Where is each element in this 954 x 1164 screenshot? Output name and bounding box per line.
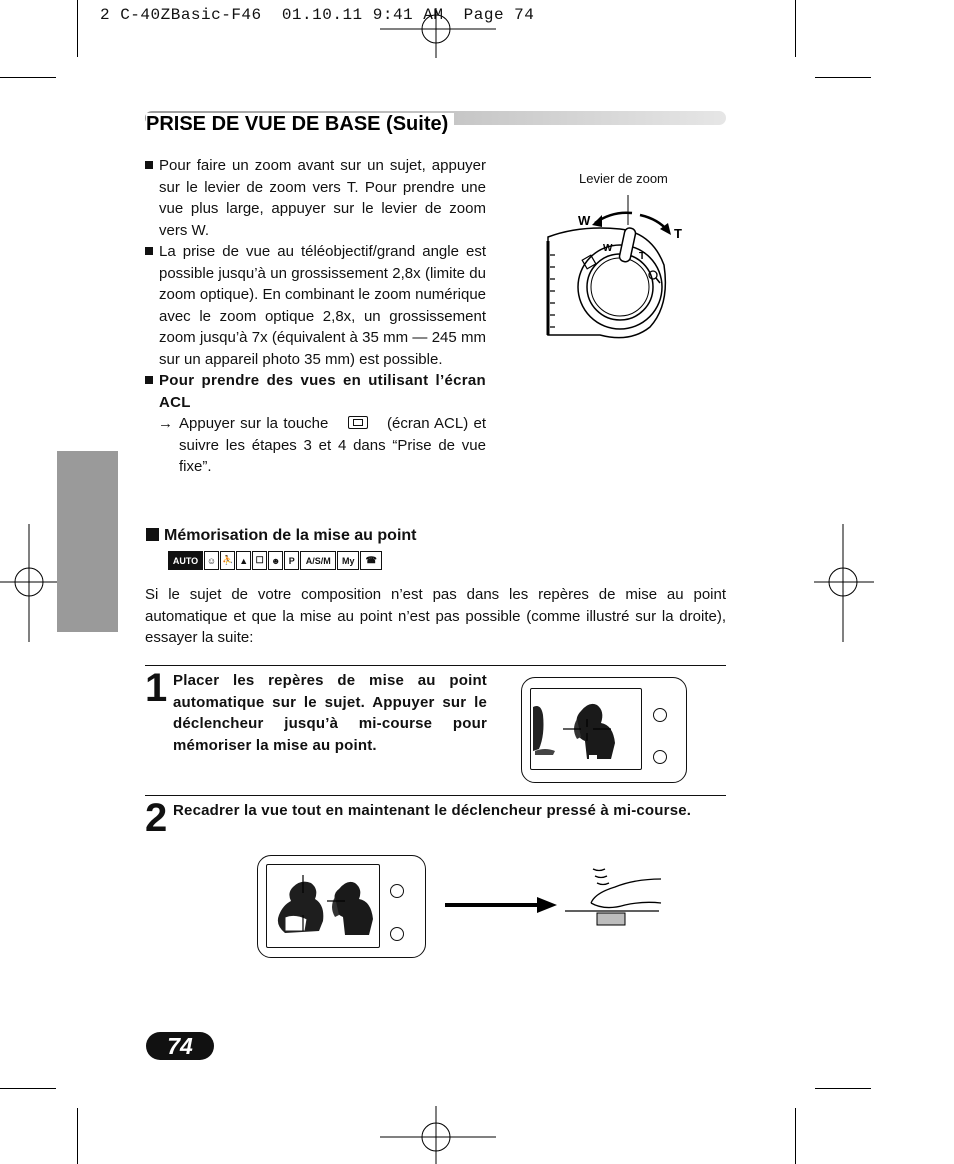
lcd-button	[390, 884, 404, 898]
mode-icons	[168, 551, 382, 570]
crop-mark	[795, 1108, 796, 1164]
mode-movie-icon: ☎	[360, 551, 382, 570]
bullet-square-icon	[145, 376, 153, 384]
bullet-square-icon	[145, 247, 153, 255]
bullet-text: La prise de vue au téléobjectif/grand angle est possible jusqu’à un grossissement 2,8x (limite du zoom optique). En combinant le zoom numérique avec le zoom optique 2,8x, un grossissement zoom jusqu’à 7x (équivalent à 35 mm — 245 mm sur un appareil photo 35 mm) est possible.	[159, 243, 486, 368]
mode-asm-icon: A/S/M	[300, 551, 336, 570]
w-label: W	[578, 213, 591, 228]
bullet-text: Pour faire un zoom avant sur un sujet, appuyer sur le levier de zoom vers T. Pour prendre une vue plus large, appuyer sur le levier de zoom vers W.	[159, 157, 486, 239]
zoom-lever-label: Levier de zoom	[579, 171, 668, 186]
lcd-instruction-part1: Appuyer sur la touche	[179, 415, 329, 432]
lcd-instruction	[145, 413, 486, 478]
lcd-screen	[266, 864, 380, 948]
step-number: 2	[145, 796, 168, 840]
intro-paragraph: Si le sujet de votre composition n’est pas dans les repères de mise au point automatique et que la mise au point n’est pas possible (comme illustré sur la droite), essayer la suite:	[145, 586, 726, 646]
crop-mark	[77, 0, 78, 57]
section-square-icon	[146, 528, 159, 541]
lever-t-label: T	[639, 251, 646, 262]
mode-portrait-icon: ☺	[204, 551, 219, 570]
t-label: T	[674, 226, 682, 241]
lcd-heading: Pour prendre des vues en utilisant l’écran ACL	[159, 372, 486, 411]
registration-mark-right	[812, 524, 874, 642]
crop-mark	[795, 0, 796, 57]
step-divider	[145, 665, 726, 666]
lever-w-label: W	[603, 243, 613, 254]
page-title: PRISE DE VUE DE BASE (Suite)	[146, 113, 454, 136]
crop-mark	[0, 1088, 56, 1089]
mode-night-scene-icon: ☻	[268, 551, 283, 570]
bullet-item	[145, 370, 486, 413]
bullet-list	[145, 155, 486, 478]
mode-landscape-icon: ▲	[236, 551, 251, 570]
bullet-item	[145, 241, 486, 370]
mode-auto-icon: AUTO	[168, 551, 203, 570]
crop-mark	[77, 1108, 78, 1164]
lcd-monitor-illustration	[521, 677, 687, 783]
shutter-half-press-illustration	[565, 865, 665, 927]
lcd-screen	[530, 688, 642, 770]
crop-mark	[0, 77, 56, 78]
mode-sports-icon: ⛹	[220, 551, 235, 570]
mode-landscape-portrait-icon: ☐	[252, 551, 267, 570]
chapter-tab	[57, 451, 118, 632]
bullet-item	[145, 155, 486, 241]
arrow-right-icon: →	[158, 415, 173, 432]
step-divider	[145, 795, 726, 796]
registration-mark-left	[0, 524, 60, 642]
page-number-badge: 74	[146, 1032, 214, 1060]
step-2-text: Recadrer la vue tout en maintenant le déclencheur pressé à mi-course.	[173, 802, 692, 819]
mode-program-icon: P	[284, 551, 299, 570]
lcd-button	[390, 927, 404, 941]
crop-mark	[815, 1088, 871, 1089]
lcd-button	[653, 750, 667, 764]
dogs-recomposed-illustration	[267, 865, 379, 947]
section-title-text: Mémorisation de la mise au point	[164, 527, 417, 544]
dog-scene-illustration	[531, 689, 641, 769]
registration-mark-bottom	[380, 1106, 496, 1164]
lcd-button	[653, 708, 667, 722]
zoom-lever-illustration	[540, 185, 700, 345]
bullet-square-icon	[145, 161, 153, 169]
lcd-monitor-illustration	[257, 855, 426, 958]
lcd-instruction-part2: (écran ACL) et suivre les étapes 3 et 4 dans “Prise de vue fixe”.	[179, 415, 487, 475]
mode-my-icon: My	[337, 551, 359, 570]
crop-mark	[815, 77, 871, 78]
section-title	[146, 527, 417, 545]
arrow-right-icon	[445, 895, 560, 915]
step-number: 1	[145, 666, 168, 710]
step-1-text: Placer les repères de mise au point automatique sur le sujet. Appuyer sur le déclencheur jusqu’à mi-course pour mémoriser la mise au point.	[173, 672, 487, 754]
print-slug: 2 C-40ZBasic-F46 01.10.11 9:41 AM Page 74	[100, 6, 535, 24]
monitor-button-icon	[348, 416, 368, 429]
